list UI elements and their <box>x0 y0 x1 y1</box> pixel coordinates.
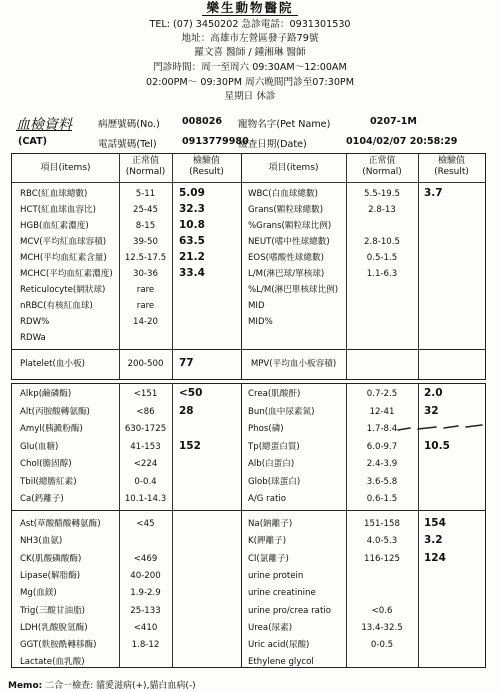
test-normal-range: 0.7-2.5 <box>366 389 398 399</box>
test-result-value: 5.09 <box>179 187 205 199</box>
test-normal-range: 630-1725 <box>124 424 167 434</box>
clinic-name: 樂生動物醫院 <box>0 2 500 14</box>
test-normal-range: 1.7-8.4 <box>366 424 398 434</box>
test-normal-range: <469 <box>133 553 158 564</box>
test-result-value: <50 <box>179 387 203 399</box>
cbc-table <box>11 153 486 380</box>
test-item-label: Chol(膽固醇) <box>20 459 72 469</box>
test-normal-range: 0-0.4 <box>134 476 157 487</box>
test-item-label: Cl(氯離子) <box>248 553 289 564</box>
test-item-label: urine protein <box>248 570 304 581</box>
test-normal-range: 2.4-3.9 <box>366 459 398 469</box>
test-item-label: Lactate(血乳酸) <box>20 657 85 668</box>
test-normal-range: 10.1-14.3 <box>124 494 167 504</box>
test-normal-range: 0.5-1.5 <box>366 253 398 263</box>
test-item-label: Ast(草酸醋酸轉氨酶) <box>20 519 101 529</box>
test-result-value: 124 <box>424 551 446 564</box>
test-result-value: 28 <box>179 404 194 417</box>
test-item-label: RBC(紅血球總數) <box>20 189 88 199</box>
test-result-value: 152 <box>179 439 201 452</box>
test-date: 0104/02/07 20:58:29 <box>346 136 458 147</box>
test-normal-range: 3.6-5.8 <box>366 476 398 487</box>
test-item-label: MCHC(平均血紅素濃度) <box>20 269 113 279</box>
test-item-label: nRBC(有核紅血球) <box>20 301 93 311</box>
test-normal-range: 8-15 <box>135 221 156 231</box>
test-normal-range: 14-20 <box>133 317 158 327</box>
test-item-label: K(鉀離子) <box>248 536 287 547</box>
test-normal-range: rare <box>136 285 155 295</box>
pen-scribble <box>396 418 486 438</box>
platelet-result: 77 <box>179 357 194 369</box>
test-normal-range: 40-200 <box>130 570 161 581</box>
test-item-label: Urea(尿素) <box>248 622 293 633</box>
test-item-label: Trig(三酸甘油脂) <box>20 605 86 616</box>
test-item-label: RDWa <box>20 333 46 343</box>
clinic-address: 地址：高雄市左營區發子路79號 <box>181 33 319 44</box>
test-item-label: L/M(淋巴球/單核球) <box>248 269 325 279</box>
test-item-label: MID <box>248 301 265 311</box>
clinic-hours-2: 02:00PM～ 09:30PM 周六晚間門診至07:30PM <box>146 77 354 88</box>
test-item-label: MCV(平均紅血球容積) <box>20 237 107 247</box>
species-label: (CAT) <box>18 136 48 147</box>
test-item-label: Lipase(解脂酶) <box>20 570 81 581</box>
test-normal-range: <151 <box>133 389 158 399</box>
memo-text: 二合一檢查: 貓愛滋病(+),貓白血病(-) <box>45 681 196 691</box>
test-item-label: %Grans(顆粒球比例) <box>248 221 332 231</box>
test-item-label: %L/M(淋巴單核球比例) <box>248 285 339 295</box>
test-item-label: GGT(麩胺酰轉移酶) <box>20 640 97 651</box>
test-normal-range: 30-36 <box>133 269 158 279</box>
test-item-label: Reticulocyte(網狀球) <box>20 285 106 295</box>
test-item-label: Ca(鈣離子) <box>20 494 64 504</box>
test-result-value: 3.2 <box>424 534 443 547</box>
test-result-value: 32 <box>424 404 439 417</box>
test-item-label: Phos(磷) <box>248 424 284 434</box>
test-normal-range: 12-41 <box>369 406 395 417</box>
test-normal-range: rare <box>136 301 155 311</box>
record-label: 病歷號碼(No.) <box>98 119 160 130</box>
test-normal-range: 1.8-12 <box>131 640 160 651</box>
test-result-value: 3.7 <box>424 187 443 199</box>
test-item-label: HCT(紅血球血容比) <box>20 205 96 215</box>
test-normal-range: 2.8-10.5 <box>364 237 400 247</box>
test-item-label: Glob(球蛋白) <box>248 476 301 487</box>
test-item-label: Amyl(胰澱粉酶) <box>20 424 83 434</box>
memo <box>8 678 196 691</box>
date-label: 檢查日期(Date) <box>238 139 307 150</box>
test-normal-range: 5-11 <box>135 189 156 199</box>
test-item-label: RDW% <box>20 317 50 327</box>
test-normal-range: 41-153 <box>130 441 161 452</box>
test-result-value: 32.3 <box>179 203 205 215</box>
test-item-label: LDH(乳酸脫氫酶) <box>20 622 88 633</box>
owner-tel: 0913779980 <box>182 136 249 147</box>
test-item-label: Uric acid(尿酸) <box>248 640 310 651</box>
platelet-label: Platelet(血小板) <box>20 359 86 369</box>
test-normal-range: <224 <box>133 459 158 469</box>
test-normal-range: 39-50 <box>133 237 158 247</box>
test-normal-range: <410 <box>133 622 158 633</box>
test-normal-range: 1.9-2.9 <box>130 588 161 599</box>
platelet-normal: 200-500 <box>127 359 164 369</box>
test-item-label: urine pro/crea ratio <box>248 605 331 616</box>
test-item-label: HGB(血紅素濃度) <box>20 221 89 231</box>
test-item-label: Tp(總蛋白質) <box>248 441 300 452</box>
header-normal: 正常值 (Normal) <box>125 156 166 177</box>
header-item-right: 項目(items) <box>268 163 319 173</box>
test-item-label: CK(肌酸磷酸酶) <box>20 553 82 564</box>
memo-label: Memo: <box>8 681 43 691</box>
header-result: 檢驗值 (Result) <box>189 156 224 177</box>
pet-name-label: 寵物名字(Pet Name) <box>238 119 331 130</box>
test-item-label: Glu(血糖) <box>20 441 59 452</box>
test-normal-range: <86 <box>136 406 155 417</box>
clinic-hours-1: 門診時間：周一至周六 09:30AM～12:00AM <box>153 62 347 73</box>
test-item-label: Mg(血鎂) <box>20 588 57 599</box>
test-result-value: 21.2 <box>179 251 205 263</box>
test-result-value: 10.8 <box>179 219 205 231</box>
test-normal-range: 116-125 <box>364 553 400 564</box>
test-item-label: Crea(肌酸酐) <box>248 389 301 399</box>
test-item-label: Na(鈉離子) <box>248 519 293 529</box>
test-result-value: 154 <box>424 517 446 529</box>
test-normal-range: <45 <box>136 519 155 529</box>
test-item-label: Alb(白蛋白) <box>248 459 295 469</box>
test-result-value: 63.5 <box>179 235 205 247</box>
clinic-closed: 星期日 休診 <box>224 91 276 102</box>
test-normal-range: 2.8-13 <box>368 205 396 215</box>
tel-label: 電話號碼(Tel) <box>98 139 157 150</box>
test-item-label: Alt(丙胺酸轉氨酶) <box>20 406 90 417</box>
test-normal-range: 4.0-5.3 <box>366 536 398 547</box>
mpv-label: MPV(平均血小板容積) <box>250 359 337 369</box>
test-item-label: EOS(嗜酸性球總數) <box>248 253 324 263</box>
test-item-label: MID% <box>248 317 273 327</box>
test-item-label: MCH(平均血紅素含量) <box>20 253 107 263</box>
header-item: 項目(items) <box>40 163 91 173</box>
test-normal-range: 0.6-1.5 <box>366 494 398 504</box>
test-item-label: Ethylene glycol <box>248 657 314 668</box>
test-normal-range: 13.4-32.5 <box>361 622 403 633</box>
test-item-label: WBC(白血球總數) <box>248 189 318 199</box>
test-normal-range: 12.5-17.5 <box>124 253 167 263</box>
test-result-value: 33.4 <box>179 267 205 279</box>
test-item-label: A/G ratio <box>248 494 286 504</box>
pet-name: 0207-1M <box>370 116 417 127</box>
test-item-label: Bun(血中尿素氮) <box>248 406 315 417</box>
header-normal-right: 正常值 (Normal) <box>362 156 402 177</box>
test-normal-range: 6.0-9.7 <box>366 441 398 452</box>
test-normal-range: 0-0.5 <box>370 640 394 651</box>
section-title: 血檢資料 <box>16 117 72 133</box>
clinic-doctors: 羅文喜 醫師 / 鍾湘琳 醫師 <box>194 47 306 58</box>
test-normal-range: <0.6 <box>371 605 393 616</box>
test-normal-range: 25-45 <box>133 205 158 215</box>
test-item-label: urine creatinine <box>248 588 316 599</box>
test-result-value: 10.5 <box>424 439 450 452</box>
test-item-label: NEUT(嗜中性球總數) <box>248 237 330 247</box>
test-normal-range: 5.5-19.5 <box>364 189 400 199</box>
header-result-right: 檢驗值 (Result) <box>434 156 469 177</box>
test-item-label: Grans(顆粒球總數) <box>248 205 324 215</box>
test-item-label: NH3(血氨) <box>20 536 63 547</box>
test-normal-range: 1.1-6.3 <box>366 269 398 279</box>
test-item-label: Alkp(鹼磷酶) <box>20 389 72 399</box>
test-result-value: 2.0 <box>424 387 443 399</box>
test-normal-range: 151-158 <box>364 519 400 529</box>
record-no: 008026 <box>182 116 223 127</box>
test-item-label: Tbil(總膽紅素) <box>20 476 77 487</box>
clinic-tel: TEL: (07) 3450202 急診電話：0931301530 <box>149 19 351 30</box>
test-normal-range: 25-133 <box>130 605 161 616</box>
